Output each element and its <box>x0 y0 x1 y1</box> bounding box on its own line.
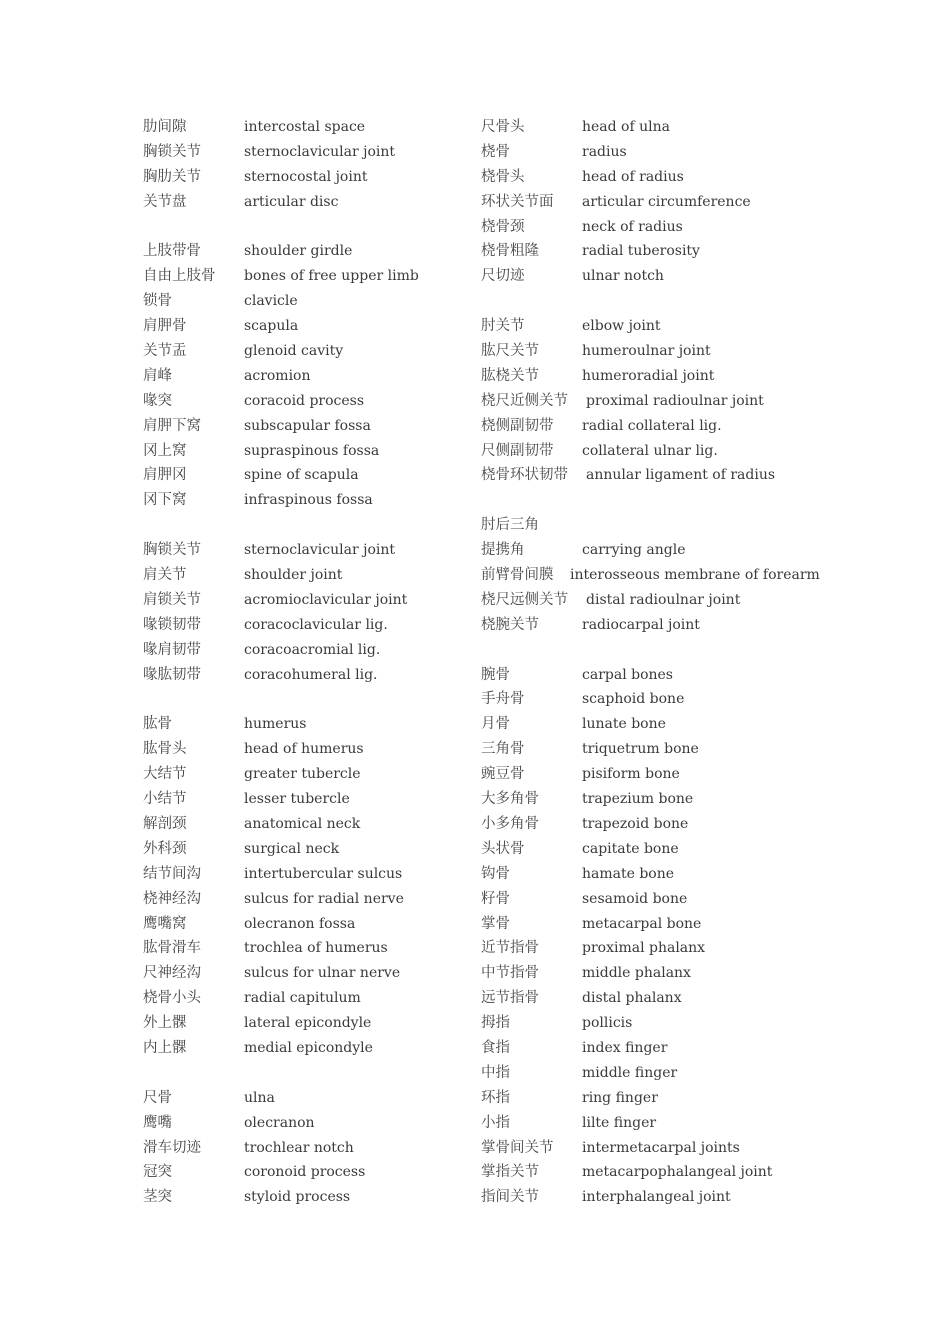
english-term: coracoclavicular lig. <box>244 616 388 633</box>
chinese-term: 食指 <box>481 1039 510 1056</box>
english-term: pollicis <box>582 1015 633 1032</box>
chinese-term: 尺切迹 <box>481 268 525 285</box>
term-row <box>481 986 821 1011</box>
term-row <box>143 912 463 937</box>
english-term: humeroulnar joint <box>582 343 711 360</box>
term-row <box>143 538 463 563</box>
english-term: middle finger <box>582 1064 678 1081</box>
term-row <box>481 414 821 439</box>
chinese-term: 喙突 <box>143 392 172 409</box>
english-term: acromioclavicular joint <box>244 591 408 608</box>
chinese-term: 头状骨 <box>481 840 525 857</box>
chinese-term: 上肢带骨 <box>143 243 201 260</box>
term-row <box>481 1086 821 1111</box>
chinese-term: 肘关节 <box>481 318 525 335</box>
english-term: lesser tubercle <box>244 791 350 808</box>
chinese-term: 肱骨滑车 <box>143 940 201 957</box>
term-row <box>481 165 821 190</box>
english-term: head of radius <box>582 168 684 185</box>
chinese-term: 手舟骨 <box>481 691 525 708</box>
chinese-term: 胸锁关节 <box>143 143 201 160</box>
chinese-term: 掌骨 <box>481 915 510 932</box>
chinese-term: 桡侧副韧带 <box>481 417 554 434</box>
chinese-term: 锁骨 <box>143 293 172 310</box>
english-term: radius <box>582 143 627 160</box>
english-term: radial capitulum <box>244 990 361 1007</box>
term-row <box>143 1086 463 1111</box>
term-row <box>481 314 821 339</box>
english-term: sulcus for ulnar nerve <box>244 965 401 982</box>
chinese-term: 前臂骨间膜 <box>481 567 554 584</box>
english-term: shoulder girdle <box>244 243 353 260</box>
chinese-term: 尺骨 <box>143 1089 172 1106</box>
english-term: infraspinous fossa <box>244 492 373 509</box>
chinese-term: 提携角 <box>481 542 525 559</box>
english-term: shoulder joint <box>244 567 343 584</box>
term-row <box>481 1111 821 1136</box>
english-term: head of humerus <box>244 741 364 758</box>
english-term: radial tuberosity <box>582 243 700 260</box>
term-row <box>143 762 463 787</box>
english-term: scaphoid bone <box>582 691 685 708</box>
english-term: articular disc <box>244 193 339 210</box>
english-term: acromion <box>244 367 311 384</box>
chinese-term: 解剖颈 <box>143 815 187 832</box>
left-term-column <box>143 115 463 1210</box>
chinese-term: 小结节 <box>143 791 187 808</box>
term-row <box>143 588 463 613</box>
term-row <box>143 289 463 314</box>
english-term: coronoid process <box>244 1164 366 1181</box>
term-row <box>143 663 463 688</box>
chinese-term: 小指 <box>481 1114 510 1131</box>
chinese-term: 尺侧副韧带 <box>481 442 554 459</box>
term-row <box>481 588 821 613</box>
english-term: humeroradial joint <box>582 367 715 384</box>
english-term: medial epicondyle <box>244 1039 373 1056</box>
row-spacer <box>481 289 821 314</box>
english-term: sternocostal joint <box>244 168 368 185</box>
chinese-term: 肩胛骨 <box>143 318 187 335</box>
row-spacer <box>143 1061 463 1086</box>
term-row <box>481 538 821 563</box>
term-row <box>143 488 463 513</box>
term-row <box>143 1011 463 1036</box>
term-row <box>481 663 821 688</box>
term-row <box>143 190 463 215</box>
english-term: metacarpal bone <box>582 915 702 932</box>
term-row <box>143 339 463 364</box>
chinese-term: 关节盘 <box>143 193 187 210</box>
english-term: interosseous membrane of forearm <box>570 567 820 584</box>
chinese-term: 尺神经沟 <box>143 965 201 982</box>
english-term: hamate bone <box>582 865 675 882</box>
chinese-term: 中指 <box>481 1064 510 1081</box>
english-term: distal phalanx <box>582 990 682 1007</box>
chinese-term: 冈下窝 <box>143 492 187 509</box>
chinese-term: 豌豆骨 <box>481 766 525 783</box>
term-row <box>143 1136 463 1161</box>
english-term: proximal radioulnar joint <box>586 392 764 409</box>
chinese-term: 桡骨小头 <box>143 990 201 1007</box>
english-term: index finger <box>582 1039 668 1056</box>
chinese-term: 桡尺远侧关节 <box>481 591 568 608</box>
term-row <box>481 513 821 538</box>
term-row <box>481 812 821 837</box>
english-term: ulna <box>244 1089 275 1106</box>
chinese-term: 籽骨 <box>481 890 510 907</box>
term-row <box>481 140 821 165</box>
english-term: collateral ulnar lig. <box>582 442 718 459</box>
chinese-term: 外上髁 <box>143 1015 187 1032</box>
chinese-term: 桡腕关节 <box>481 616 539 633</box>
chinese-term: 中节指骨 <box>481 965 539 982</box>
term-row <box>143 563 463 588</box>
english-term: articular circumference <box>582 193 751 210</box>
chinese-term: 肱桡关节 <box>481 367 539 384</box>
chinese-term: 远节指骨 <box>481 990 539 1007</box>
term-row <box>481 215 821 240</box>
english-term: coracoacromial lig. <box>244 641 381 658</box>
english-term: capitate bone <box>582 840 679 857</box>
english-term: ring finger <box>582 1089 658 1106</box>
english-term: spine of scapula <box>244 467 359 484</box>
term-row <box>143 364 463 389</box>
english-term: trapezoid bone <box>582 815 689 832</box>
english-term: olecranon <box>244 1114 315 1131</box>
chinese-term: 茎突 <box>143 1189 172 1206</box>
term-row <box>143 1160 463 1185</box>
term-row <box>481 115 821 140</box>
term-row <box>143 787 463 812</box>
row-spacer <box>143 687 463 712</box>
term-row <box>481 1160 821 1185</box>
term-row <box>143 862 463 887</box>
english-term: intertubercular sulcus <box>244 865 403 882</box>
english-term: coracoid process <box>244 392 365 409</box>
term-row <box>481 837 821 862</box>
term-row <box>481 737 821 762</box>
chinese-term: 近节指骨 <box>481 940 539 957</box>
term-row <box>481 912 821 937</box>
term-row <box>143 414 463 439</box>
english-term: trochlea of humerus <box>244 940 388 957</box>
chinese-term: 喙肩韧带 <box>143 641 201 658</box>
term-row <box>143 837 463 862</box>
english-term: lateral epicondyle <box>244 1015 372 1032</box>
term-row <box>481 1185 821 1210</box>
chinese-term: 拇指 <box>481 1015 510 1032</box>
english-term: sesamoid bone <box>582 890 688 907</box>
term-row <box>481 339 821 364</box>
term-row <box>143 712 463 737</box>
term-row <box>143 638 463 663</box>
term-row <box>481 887 821 912</box>
term-row <box>481 364 821 389</box>
chinese-term: 指间关节 <box>481 1189 539 1206</box>
english-term: olecranon fossa <box>244 915 356 932</box>
chinese-term: 肱尺关节 <box>481 343 539 360</box>
english-term: lilte finger <box>582 1114 657 1131</box>
chinese-term: 腕骨 <box>481 666 510 683</box>
english-term: intercostal space <box>244 119 366 135</box>
term-row <box>481 936 821 961</box>
term-row <box>481 961 821 986</box>
term-row <box>481 762 821 787</box>
term-row <box>143 389 463 414</box>
english-term: sternoclavicular joint <box>244 542 395 559</box>
term-row <box>481 389 821 414</box>
english-term: surgical neck <box>244 840 340 857</box>
chinese-term: 三角骨 <box>481 741 525 758</box>
term-row <box>481 862 821 887</box>
chinese-term: 冠突 <box>143 1164 172 1181</box>
english-term: radial collateral lig. <box>582 417 722 434</box>
english-term: distal radioulnar joint <box>586 591 741 608</box>
term-row <box>143 264 463 289</box>
term-row <box>481 787 821 812</box>
term-row <box>143 439 463 464</box>
term-row <box>143 314 463 339</box>
english-term: anatomical neck <box>244 815 361 832</box>
right-term-column <box>481 115 821 1210</box>
english-term: elbow joint <box>582 318 661 335</box>
term-row <box>143 463 463 488</box>
term-row <box>143 961 463 986</box>
english-term: proximal phalanx <box>582 940 706 957</box>
term-row <box>143 737 463 762</box>
english-term: ulnar notch <box>582 268 664 285</box>
term-row <box>481 463 821 488</box>
chinese-term: 肘后三角 <box>481 517 539 534</box>
term-row <box>481 264 821 289</box>
chinese-term: 胸肋关节 <box>143 168 201 185</box>
chinese-term: 大结节 <box>143 766 187 783</box>
chinese-term: 外科颈 <box>143 840 187 857</box>
chinese-term: 肋间隙 <box>143 119 187 135</box>
chinese-term: 环指 <box>481 1089 510 1106</box>
chinese-term: 掌指关节 <box>481 1164 539 1181</box>
english-term: coracohumeral lig. <box>244 666 378 683</box>
english-term: middle phalanx <box>582 965 691 982</box>
term-row <box>143 936 463 961</box>
english-term: supraspinous fossa <box>244 442 380 459</box>
english-term: humerus <box>244 716 307 733</box>
term-row <box>143 115 463 140</box>
term-row <box>481 439 821 464</box>
row-spacer <box>143 513 463 538</box>
english-term: metacarpophalangeal joint <box>582 1164 773 1181</box>
english-term: sulcus for radial nerve <box>244 890 404 907</box>
english-term: triquetrum bone <box>582 741 699 758</box>
english-term: annular ligament of radius <box>586 467 776 484</box>
chinese-term: 结节间沟 <box>143 865 201 882</box>
term-row <box>481 712 821 737</box>
chinese-term: 鹰嘴窝 <box>143 915 187 932</box>
chinese-term: 钩骨 <box>481 865 510 882</box>
chinese-term: 桡骨头 <box>481 168 525 185</box>
term-row <box>481 563 821 588</box>
term-row <box>143 986 463 1011</box>
chinese-term: 肱骨头 <box>143 741 187 758</box>
term-row <box>143 613 463 638</box>
chinese-term: 肱骨 <box>143 716 172 733</box>
chinese-term: 肩峰 <box>143 367 172 384</box>
chinese-term: 掌骨间关节 <box>481 1139 554 1156</box>
chinese-term: 大多角骨 <box>481 791 539 808</box>
english-term: head of ulna <box>582 119 670 135</box>
english-term: carpal bones <box>582 666 673 683</box>
english-term: styloid process <box>244 1189 351 1206</box>
row-spacer <box>481 488 821 513</box>
chinese-term: 肩胛冈 <box>143 467 187 484</box>
english-term: trapezium bone <box>582 791 694 808</box>
english-term: interphalangeal joint <box>582 1189 731 1206</box>
chinese-term: 喙锁韧带 <box>143 616 201 633</box>
term-row <box>143 812 463 837</box>
row-spacer <box>481 638 821 663</box>
english-term: bones of free upper limb <box>244 268 419 285</box>
chinese-term: 小多角骨 <box>481 815 539 832</box>
term-row <box>143 239 463 264</box>
chinese-term: 肩锁关节 <box>143 591 201 608</box>
english-term: intermetacarpal joints <box>582 1139 740 1156</box>
row-spacer <box>143 215 463 240</box>
chinese-term: 肩胛下窝 <box>143 417 201 434</box>
term-row <box>481 1061 821 1086</box>
chinese-term: 鹰嘴 <box>143 1114 172 1131</box>
english-term: glenoid cavity <box>244 343 344 360</box>
english-term: clavicle <box>244 293 298 310</box>
term-row <box>481 1136 821 1161</box>
english-term: subscapular fossa <box>244 417 371 434</box>
english-term: greater tubercle <box>244 766 361 783</box>
english-term: trochlear notch <box>244 1139 354 1156</box>
term-row <box>481 613 821 638</box>
english-term: sternoclavicular joint <box>244 143 395 160</box>
term-row <box>143 887 463 912</box>
chinese-term: 桡神经沟 <box>143 890 201 907</box>
english-term: radiocarpal joint <box>582 616 700 633</box>
chinese-term: 滑车切迹 <box>143 1139 201 1156</box>
chinese-term: 关节盂 <box>143 343 187 360</box>
chinese-term: 桡骨粗隆 <box>481 243 539 260</box>
english-term: carrying angle <box>582 542 686 559</box>
english-term: neck of radius <box>582 218 683 235</box>
chinese-term: 桡骨 <box>481 143 510 160</box>
term-row <box>481 1036 821 1061</box>
chinese-term: 内上髁 <box>143 1039 187 1056</box>
chinese-term: 自由上肢骨 <box>143 268 216 285</box>
chinese-term: 桡尺近侧关节 <box>481 392 568 409</box>
term-row <box>143 1185 463 1210</box>
chinese-term: 桡骨颈 <box>481 218 525 235</box>
term-row <box>143 1036 463 1061</box>
chinese-term: 肩关节 <box>143 567 187 584</box>
term-row <box>481 687 821 712</box>
term-row <box>481 190 821 215</box>
english-term: scapula <box>244 318 299 335</box>
chinese-term: 胸锁关节 <box>143 542 201 559</box>
term-row <box>143 165 463 190</box>
term-row <box>143 140 463 165</box>
chinese-term: 桡骨环状韧带 <box>481 467 568 484</box>
chinese-term: 喙肱韧带 <box>143 666 201 683</box>
term-row <box>481 239 821 264</box>
term-row <box>143 1111 463 1136</box>
english-term: pisiform bone <box>582 766 680 783</box>
chinese-term: 冈上窝 <box>143 442 187 459</box>
chinese-term: 月骨 <box>481 716 510 733</box>
term-row <box>481 1011 821 1036</box>
english-term: lunate bone <box>582 716 666 733</box>
chinese-term: 环状关节面 <box>481 193 554 210</box>
chinese-term: 尺骨头 <box>481 119 525 135</box>
